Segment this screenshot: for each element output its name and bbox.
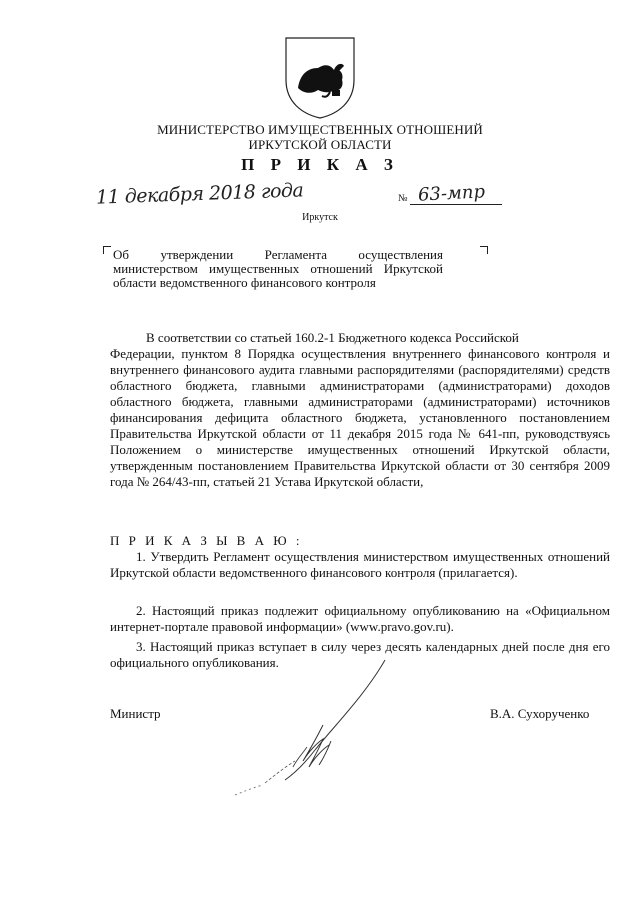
- subject-text: Об утверждении Регламента осуществления министерством имущественных отношений Иркутской области ведомственного финансового контроля: [113, 247, 443, 290]
- subject-corner-left: [103, 246, 111, 254]
- preamble-paragraph: [110, 330, 610, 490]
- preamble-rest: Федерации, пунктом 8 Порядка осуществления внутреннего финансового контроля и внутреннего финансового аудита главными распорядителями (распорядителями) средств областного бюджета, главными администраторами (администраторами) доходов областного бюджета, главными администраторами (администраторами) источников финансирования дефицита областного бюджета, установленного постановлением Правительства Иркутской области от 11 декабря 2015 года № 641-пп, руководствуясь Положением о министерстве имущественных отношений Иркутской области, утвержденным постановлением Правительства Иркутской области от 30 сентября 2009 года № 264/43-пп, статьей 21 Устава Иркутской области,: [110, 346, 610, 489]
- number-label: №: [398, 193, 408, 204]
- document-type-title: П Р И К А З: [241, 155, 399, 174]
- decree-heading: П Р И К А З Ы В А Ю :: [110, 533, 303, 548]
- handwritten-signature: [205, 655, 405, 805]
- decree-item-3: 3. Настоящий приказ вступает в силу через десять календарных дней после дня его официального опубликования.: [110, 639, 610, 670]
- decree-item-2: 2. Настоящий приказ подлежит официальному опубликованию на «Официальном интернет-портале правовой информации» (www.pravo.gov.ru).: [110, 603, 610, 634]
- ministry-name-line1: МИНИСТЕРСТВО ИМУЩЕСТВЕННЫХ ОТНОШЕНИЙ: [157, 122, 483, 137]
- city-name: Иркутск: [302, 212, 338, 223]
- handwritten-number: 63-мпр: [417, 181, 486, 206]
- coat-of-arms-icon: [282, 34, 358, 120]
- ministry-name-line2: ИРКУТСКОЙ ОБЛАСТИ: [248, 137, 392, 152]
- handwritten-date: 11 декабря 2018 года: [95, 179, 304, 209]
- subject-corner-right: [480, 246, 488, 254]
- signatory-position: Министр: [110, 706, 161, 721]
- decree-item-1: 1. Утвердить Регламент осуществления министерством имущественных отношений Иркутской области ведомственного финансового контроля (прилагается).: [110, 549, 610, 580]
- preamble-first-line: В соответствии со статьей 160.2-1 Бюджетного кодекса Российской: [146, 330, 519, 345]
- signatory-name: В.А. Сухорученко: [490, 706, 590, 721]
